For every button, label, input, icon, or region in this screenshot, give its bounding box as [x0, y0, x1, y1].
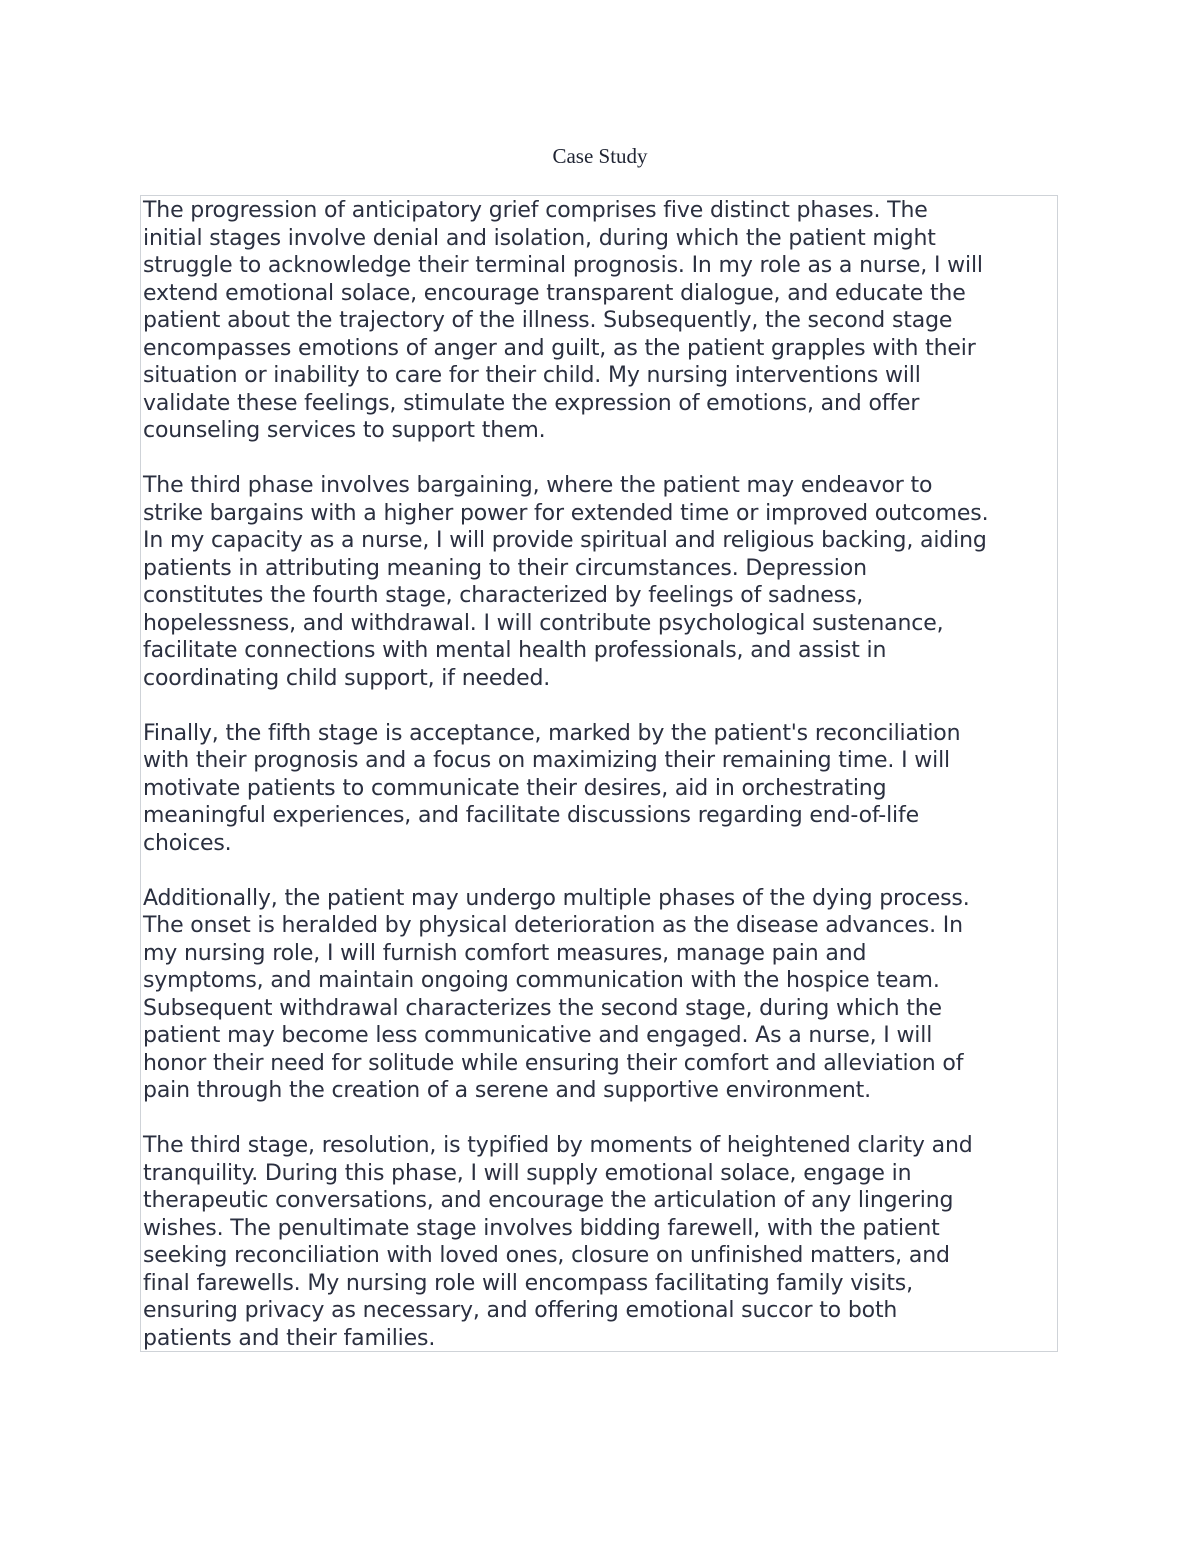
text-line: wishes. The penultimate stage involves bidding farewell, with the patient: [143, 1215, 940, 1241]
text-line: The third phase involves bargaining, where the patient may endeavor to: [143, 473, 933, 498]
text-line: The third stage, resolution, is typified by moments of heightened clarity and: [143, 1133, 973, 1158]
text-line: pain through the creation of a serene and supportive environment.: [143, 1078, 871, 1103]
paragraph-resolution-farewell: [143, 1132, 1057, 1352]
text-line: facilitate connections with mental health professionals, and assist in: [143, 638, 887, 663]
text-line: patients in attributing meaning to their circumstances. Depression: [143, 555, 867, 581]
text-line: meaningful experiences, and facilitate discussions regarding end-of-life: [143, 803, 919, 828]
text-line: In my capacity as a nurse, I will provide spiritual and religious backing, aiding: [143, 528, 987, 553]
text-line: strike bargains with a higher power for extended time or improved outcomes.: [143, 500, 989, 526]
text-line: initial stages involve denial and isolation, during which the patient might: [143, 225, 936, 251]
text-line: struggle to acknowledge their terminal prognosis. In my role as a nurse, I will: [143, 253, 983, 278]
text-line: choices.: [143, 830, 232, 856]
text-line: patients and their families.: [143, 1325, 436, 1351]
text-line: situation or inability to care for their child. My nursing interventions will: [143, 363, 921, 388]
text-line: patient about the trajectory of the illness. Subsequently, the second stage: [143, 308, 953, 333]
text-line: final farewells. My nursing role will encompass facilitating family visits,: [143, 1270, 913, 1296]
text-line: with their prognosis and a focus on maximizing their remaining time. I will: [143, 748, 950, 773]
text-line: Subsequent withdrawal characterizes the second stage, during which the: [143, 995, 942, 1021]
text-line: my nursing role, I will furnish comfort measures, manage pain and: [143, 940, 867, 966]
text-line: coordinating child support, if needed.: [143, 665, 551, 691]
text-line: hopelessness, and withdrawal. I will contribute psychological sustenance,: [143, 610, 944, 636]
text-line: extend emotional solace, encourage transparent dialogue, and educate the: [143, 280, 966, 306]
text-line: ensuring privacy as necessary, and offering emotional succor to both: [143, 1298, 898, 1323]
text-line: The onset is heralded by physical deterioration as the disease advances. In: [143, 913, 963, 938]
text-line: patient may become less communicative and engaged. As a nurse, I will: [143, 1023, 933, 1048]
text-line: The progression of anticipatory grief comprises five distinct phases. The: [143, 198, 928, 223]
text-line: encompasses emotions of anger and guilt, as the patient grapples with their: [143, 335, 976, 361]
paragraph-bargaining-depression: [143, 472, 1057, 692]
paragraph-anticipatory-grief-intro: [143, 197, 1057, 445]
text-line: Finally, the fifth stage is acceptance, marked by the patient's reconciliation: [143, 720, 961, 746]
text-line: validate these feelings, stimulate the expression of emotions, and offer: [143, 390, 920, 416]
text-line: constitutes the fourth stage, characterized by feelings of sadness,: [143, 583, 864, 608]
page-title: Case Study: [552, 144, 648, 168]
text-line: therapeutic conversations, and encourage the articulation of any lingering: [143, 1188, 954, 1213]
paragraph-acceptance: [143, 720, 1057, 858]
text-line: Additionally, the patient may undergo multiple phases of the dying process.: [143, 885, 970, 911]
text-line: seeking reconciliation with loved ones, closure on unfinished matters, and: [143, 1243, 950, 1268]
paragraph-dying-process: [143, 885, 1057, 1105]
case-study-text-box: [140, 195, 1058, 1352]
text-line: symptoms, and maintain ongoing communication with the hospice team.: [143, 968, 940, 993]
text-line: tranquility. During this phase, I will supply emotional solace, engage in: [143, 1160, 912, 1186]
text-line: counseling services to support them.: [143, 418, 546, 443]
text-line: honor their need for solitude while ensuring their comfort and alleviation of: [143, 1050, 964, 1076]
text-line: motivate patients to communicate their desires, aid in orchestrating: [143, 775, 887, 801]
